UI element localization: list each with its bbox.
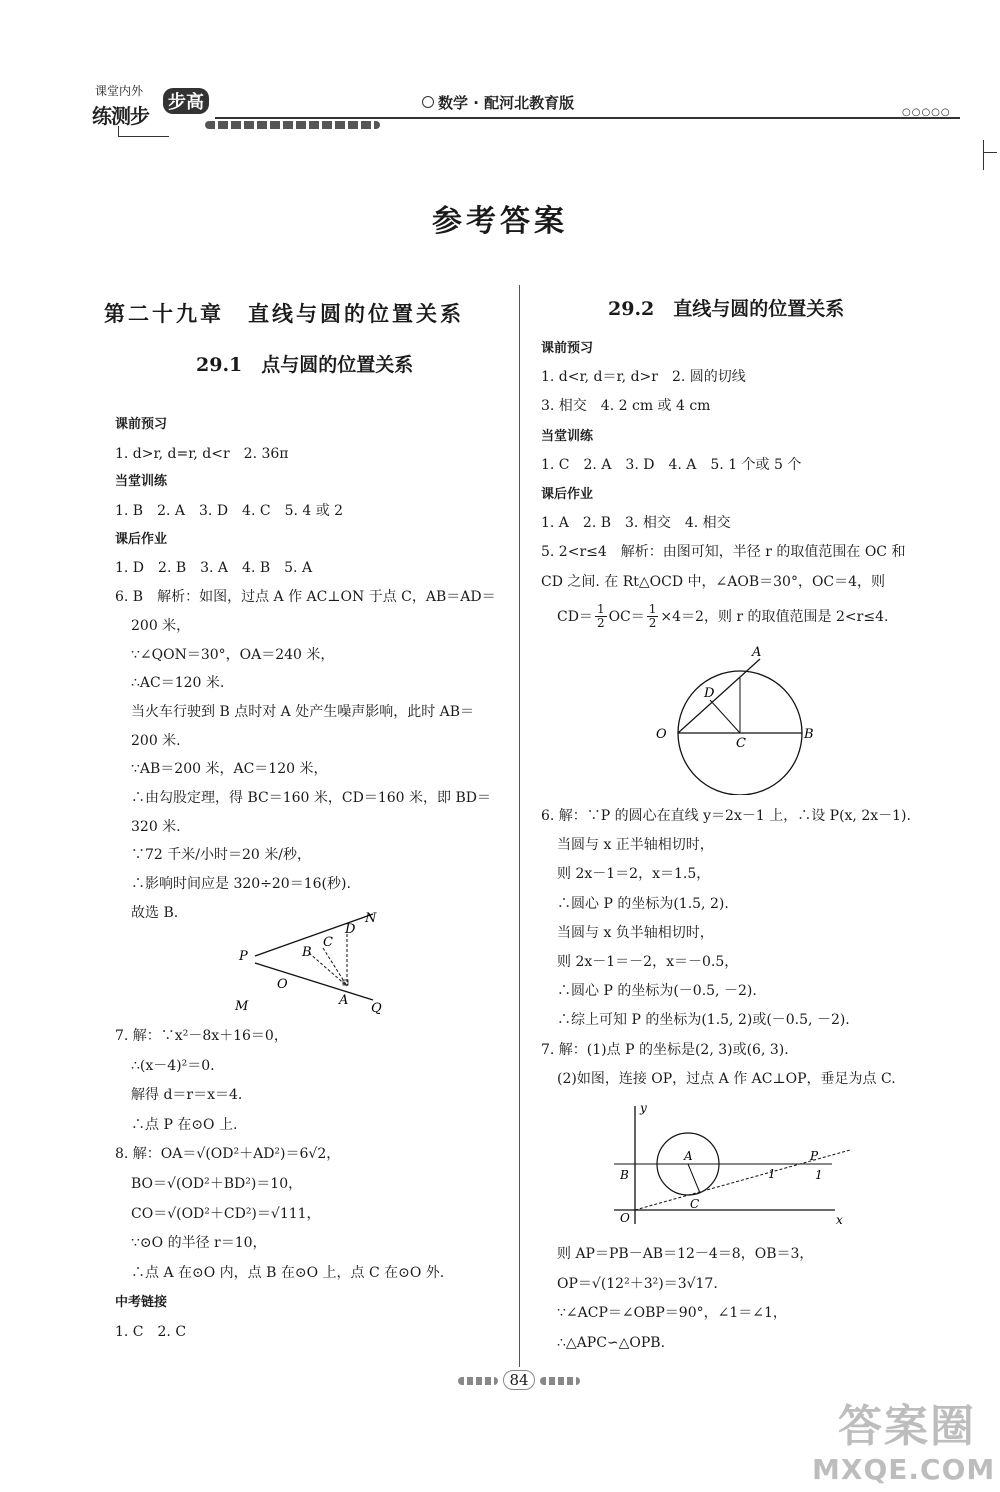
label-d: D bbox=[704, 686, 715, 701]
label-a: A bbox=[339, 993, 349, 1008]
left-answers-2 bbox=[115, 1022, 515, 1348]
subsection-heading: 课后作业 bbox=[541, 486, 594, 502]
answer-line: 则 2x－1＝－2，x＝－0.5， bbox=[557, 953, 739, 970]
answer-line: CD 之间. 在 Rt△OCD 中，∠AOB＝30°，OC＝4，则 bbox=[541, 573, 886, 590]
right-answers-2 bbox=[541, 802, 961, 1094]
frac-pre: CD＝ bbox=[557, 608, 593, 625]
answer-line: 6. 解：∵P 的圆心在直线 y＝2x－1 上，∴设 P(x, 2x－1). bbox=[541, 808, 911, 824]
scan-mark bbox=[983, 140, 984, 170]
answer-line: ∴点 A 在⊙O 内，点 B 在⊙O 上，点 C 在⊙O 外. bbox=[131, 1264, 445, 1281]
subsection-heading: 当堂训练 bbox=[115, 474, 168, 490]
answer-line: 当圆与 x 负半轴相切时， bbox=[557, 924, 714, 941]
header-corner-mark bbox=[118, 126, 169, 137]
answer-line: 320 米. bbox=[131, 818, 181, 835]
answer-line: 1. B 2. A 3. D 4. C 5. 4 或 2 bbox=[115, 503, 344, 520]
label-c: C bbox=[323, 935, 333, 950]
label-m: M bbox=[235, 999, 249, 1014]
label-y: y bbox=[640, 1102, 647, 1115]
subsection-heading: 课前预习 bbox=[541, 341, 594, 356]
answer-line: ∵∠ACP＝∠OBP＝90°，∠1＝∠1， bbox=[557, 1305, 787, 1321]
frac-post: ×4＝2，则 r 的取值范围是 2<r≤4. bbox=[660, 608, 889, 625]
header-rule bbox=[215, 117, 960, 119]
answer-line: 1. C 2. C bbox=[115, 1323, 187, 1340]
column-divider bbox=[519, 285, 520, 1367]
answer-line: ∴AC＝120 米. bbox=[131, 675, 225, 692]
scan-mark-2 bbox=[983, 152, 997, 153]
answer-line: 7. 解：∵x²－8x＋16＝0， bbox=[115, 1028, 288, 1044]
frac-mid: OC＝ bbox=[608, 608, 645, 625]
label-p: P bbox=[810, 1149, 819, 1163]
answer-line: ∴影响时间应是 320÷20＝16(秒). bbox=[131, 876, 351, 892]
answer-line: ∵∠QON＝30°，OA＝240 米， bbox=[131, 646, 335, 663]
answer-line: 故选 B. bbox=[131, 904, 179, 921]
label-c: C bbox=[690, 1197, 700, 1211]
label-angle-1b: 1 bbox=[815, 1168, 823, 1182]
answer-line: CO＝√(OD²＋CD²)＝√111， bbox=[131, 1205, 321, 1222]
answer-line: 1. A 2. B 3. 相交 4. 相交 bbox=[541, 515, 731, 532]
answer-line: 7. 解：(1)点 P 的坐标是(2, 3)或(6, 3). bbox=[541, 1041, 789, 1058]
answer-line: 当火车行驶到 B 点时对 A 处产生噪声影响，此时 AB＝ bbox=[131, 703, 475, 720]
answer-line: 则 2x－1＝2，x＝1.5， bbox=[557, 866, 711, 883]
watermark-logo: 答案圈 bbox=[838, 1401, 976, 1452]
label-o: O bbox=[277, 977, 288, 992]
label-angle-1a: 1 bbox=[768, 1167, 776, 1181]
answer-line: ∵AB＝200 米，AC＝120 米， bbox=[131, 761, 328, 778]
watermark-url: MXQE.COM bbox=[812, 1453, 996, 1486]
answer-line: ∴综上可知 P 的坐标为(1.5, 2)或(－0.5, －2). bbox=[557, 1012, 850, 1029]
footer-ornament-right bbox=[540, 1377, 580, 1385]
label-p: P bbox=[239, 949, 248, 964]
page-title: 参考答案 bbox=[432, 204, 568, 239]
figure-coordinate bbox=[610, 1102, 855, 1228]
footer-ornament-left bbox=[458, 1377, 498, 1385]
answer-line: BO＝√(OD²＋BD²)＝10， bbox=[131, 1175, 303, 1192]
answer-line: ∴圆心 P 的坐标为(1.5, 2). bbox=[557, 895, 729, 912]
label-x: x bbox=[836, 1213, 843, 1227]
answer-line: 200 米. bbox=[131, 732, 181, 749]
subject-icon bbox=[422, 96, 434, 108]
answer-line: ∴由勾股定理，得 BC＝160 米，CD＝160 米，即 BD＝ bbox=[131, 789, 491, 806]
label-n: N bbox=[365, 911, 377, 926]
series-name: 练测步 bbox=[92, 104, 149, 128]
label-b: B bbox=[804, 727, 814, 742]
label-o: O bbox=[656, 727, 667, 742]
answer-line: 6. B 解析：如图，过点 A 作 AC⊥ON 于点 C，AB＝AD＝ bbox=[115, 589, 496, 606]
left-section-title: 29.1 点与圆的位置关系 bbox=[196, 354, 414, 376]
series-small-label: 课堂内外 bbox=[95, 84, 144, 98]
fraction-1 bbox=[595, 603, 607, 630]
answer-line: (2)如图，连接 OP，过点 A 作 AC⊥OP，垂足为点 C. bbox=[557, 1070, 896, 1087]
label-b: B bbox=[302, 945, 312, 960]
answer-line: 1. d<r, d＝r, d>r 2. 圆的切线 bbox=[541, 369, 746, 386]
answer-line: 则 AP＝PB－AB＝12－4＝8，OB＝3， bbox=[557, 1246, 814, 1262]
frac2-den: 2 bbox=[648, 616, 657, 631]
label-q: Q bbox=[371, 1001, 382, 1016]
label-o: O bbox=[620, 1211, 630, 1225]
answer-line: 1. D 2. B 3. A 4. B 5. A bbox=[115, 560, 313, 577]
frac2-num: 1 bbox=[648, 602, 657, 617]
answer-line: ∴点 P 在⊙O 上. bbox=[131, 1116, 238, 1133]
answer-line: 8. 解：OA＝√(OD²＋AD²)＝6√2， bbox=[115, 1146, 341, 1163]
subsection-heading: 课前预习 bbox=[115, 417, 168, 432]
answer-line: OP＝√(12²＋3²)＝3√17. bbox=[557, 1275, 718, 1292]
right-answers-3 bbox=[541, 1240, 961, 1358]
page-number: 84 bbox=[503, 1370, 535, 1390]
header bbox=[0, 0, 1000, 140]
answer-line: 3. 相交 4. 2 cm 或 4 cm bbox=[541, 398, 711, 415]
answer-line: ∴△APC∽△OPB. bbox=[557, 1334, 666, 1351]
fraction-line bbox=[541, 601, 961, 633]
answer-line: ∴(x－4)²＝0. bbox=[131, 1057, 215, 1074]
subsection-heading: 当堂训练 bbox=[541, 428, 594, 444]
answer-line: 解得 d＝r＝x＝4. bbox=[131, 1087, 243, 1104]
chapter-title: 第二十九章 直线与圆的位置关系 bbox=[104, 301, 464, 326]
segment-ac bbox=[688, 1164, 700, 1193]
subsection-heading: 中考链接 bbox=[115, 1295, 168, 1311]
subject-label: 数学 · 配河北教育版 bbox=[438, 94, 575, 112]
header-dots-icon: ○○○○○ bbox=[902, 107, 951, 118]
label-b: B bbox=[620, 1168, 629, 1182]
subsection-heading: 课后作业 bbox=[115, 531, 168, 547]
label-c: C bbox=[736, 736, 746, 751]
answer-line: 1. C 2. A 3. D 4. A 5. 1 个或 5 个 bbox=[541, 456, 802, 473]
label-a: A bbox=[684, 1149, 693, 1163]
label-d: D bbox=[345, 922, 356, 937]
frac1-den: 2 bbox=[596, 616, 605, 631]
answer-line: 5. 2<r≤4 解析：由图可知，半径 r 的取值范围在 OC 和 bbox=[541, 544, 906, 561]
answer-line: ∴圆心 P 的坐标为(－0.5, －2). bbox=[557, 983, 757, 1000]
answer-line: ∵⊙O 的半径 r＝10， bbox=[131, 1235, 267, 1252]
answer-line: 当圆与 x 正半轴相切时， bbox=[557, 837, 714, 854]
figure-rail-angle bbox=[225, 908, 395, 1016]
label-a: A bbox=[752, 645, 762, 660]
answer-line: 1. d>r, d=r, d<r 2. 36π bbox=[115, 445, 289, 462]
answer-line: ∵72 千米/小时＝20 米/秒， bbox=[131, 847, 311, 864]
series-logo: 步高 bbox=[163, 88, 209, 114]
left-answers bbox=[115, 411, 515, 927]
figure-circle-tangent bbox=[648, 643, 828, 795]
fraction-2 bbox=[647, 603, 659, 630]
line-pq bbox=[255, 963, 373, 1000]
segment-cd bbox=[710, 700, 740, 733]
right-answers bbox=[541, 334, 961, 633]
frac1-num: 1 bbox=[596, 602, 605, 617]
answer-line: 200 米， bbox=[131, 617, 191, 634]
header-ornament bbox=[205, 121, 380, 129]
right-section-title: 29.2 直线与圆的位置关系 bbox=[608, 298, 845, 320]
